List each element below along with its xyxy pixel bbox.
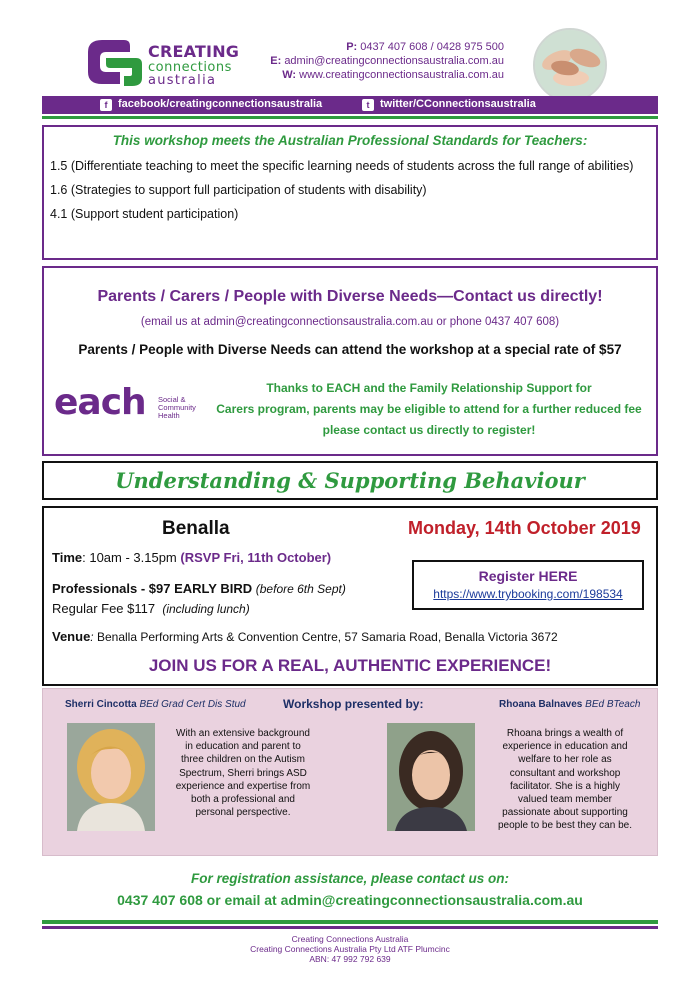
- logo-line-australia: australia: [148, 73, 217, 88]
- presenter-photo-rhoana: [387, 723, 475, 831]
- workshop-title-box: [42, 461, 658, 500]
- standard-item: 4.1 (Support student participation): [50, 207, 239, 221]
- register-link[interactable]: https://www.trybooking.com/198534: [433, 587, 623, 601]
- logo-text: [148, 44, 239, 87]
- twitter-link[interactable]: [362, 98, 536, 111]
- presenters-panel: [42, 688, 658, 856]
- regular-fee-note: (including lunch): [162, 602, 250, 616]
- web-label: W:: [282, 69, 297, 81]
- hands-photo-icon: [535, 30, 607, 102]
- header-divider: [42, 116, 658, 119]
- portrait-icon: [387, 723, 475, 831]
- each-thanks: [204, 378, 654, 441]
- presenter-name-text: Rhoana Balnaves: [499, 699, 583, 710]
- hands-photo: [533, 28, 607, 102]
- assistance-contact[interactable]: 0437 407 608 or email at admin@creatingconnectionsaustralia.com.au: [117, 892, 583, 908]
- footer-company: Creating Connections Australia: [291, 934, 409, 944]
- regular-fee-label: Regular Fee $117: [52, 601, 156, 616]
- presenter-bio: Rhoana brings a wealth of experience in education and welfare to her role as consultant and workshop facilitator. She is a highly valued team member passionate about supporting people to be best they can be.: [498, 728, 632, 832]
- website-link[interactable]: www.creatingconnectionsaustralia.com.au: [299, 69, 504, 81]
- footer: [0, 934, 700, 964]
- each-logo-subtitle: [158, 396, 196, 420]
- venue-address: Benalla Performing Arts & Convention Centre, 57 Samaria Road, Benalla Victoria 3672: [96, 630, 558, 644]
- parents-heading: Parents / Carers / People with Diverse Needs—Contact us directly!: [97, 288, 603, 305]
- professional-fee-label: Professionals - $97 EARLY BIRD: [52, 581, 253, 596]
- event-venue: Venue: Benalla Performing Arts & Convention Centre, 57 Samaria Road, Benalla Victoria 3672: [52, 629, 558, 644]
- presenter-quals: BEd Grad Cert Dis Stud: [139, 699, 246, 710]
- event-time: [52, 550, 331, 565]
- event-city: Benalla: [162, 518, 230, 539]
- email-label: E:: [270, 55, 282, 67]
- each-logo: [54, 382, 214, 430]
- footer-abn: ABN: 47 992 792 639: [309, 954, 391, 964]
- contact-details: [254, 40, 504, 82]
- phone-label: P:: [346, 41, 358, 53]
- presenter-photo-sherri: [67, 723, 155, 831]
- join-tagline: JOIN US FOR A REAL, AUTHENTIC EXPERIENCE!: [148, 656, 552, 675]
- standard-item: 1.5 (Differentiate teaching to meet the specific learning needs of students across the full range of abilities): [50, 159, 634, 173]
- early-bird-note: (before 6th Sept): [255, 582, 346, 596]
- standards-box: [42, 125, 658, 260]
- register-label: Register HERE: [478, 568, 578, 584]
- facebook-link[interactable]: [100, 98, 322, 111]
- each-sub-line: Health: [158, 411, 180, 420]
- parents-contact-note: (email us at admin@creatingconnectionsaustralia.com.au or phone 0437 407 608): [140, 316, 560, 328]
- footer-legal: Creating Connections Australia Pty Ltd ATF Plumcinc: [250, 944, 450, 954]
- email-link[interactable]: admin@creatingconnectionsaustralia.com.au: [284, 55, 504, 67]
- assistance-heading: For registration assistance, please contact us on:: [190, 871, 510, 886]
- footer-divider-green: [42, 920, 658, 924]
- company-logo[interactable]: [80, 34, 240, 90]
- thanks-line: Carers program, parents may be eligible to attend for a further reduced fee: [216, 402, 642, 416]
- thanks-line: please contact us directly to register!: [322, 423, 536, 437]
- phone-numbers[interactable]: 0437 407 608 / 0428 975 500: [360, 41, 504, 53]
- twitter-text: twitter/CConnectionsaustralia: [380, 98, 536, 110]
- footer-divider-purple: [42, 926, 658, 929]
- logo-line-connections: connections: [148, 60, 232, 75]
- each-sub-line: Community: [158, 403, 196, 412]
- logo-mark-icon: [80, 34, 144, 90]
- workshop-title: Understanding & Supporting Behaviour: [115, 468, 585, 493]
- professional-fee: [52, 581, 346, 596]
- event-details: [42, 506, 658, 686]
- presenter-name-text: Sherri Cincotta: [65, 699, 137, 710]
- time-value: : 10am - 3.15pm: [82, 550, 181, 565]
- each-logo-word: each: [54, 382, 146, 423]
- presented-by-label: Workshop presented by:: [283, 697, 424, 711]
- portrait-icon: [67, 723, 155, 831]
- presenter-name: [65, 699, 246, 710]
- social-bar: [42, 96, 658, 114]
- standard-item: 1.6 (Strategies to support full participation of students with disability): [50, 183, 427, 197]
- register-box[interactable]: [412, 560, 644, 610]
- presenter-name: [499, 699, 640, 710]
- rsvp-note: (RSVP Fri, 11th October): [180, 550, 332, 565]
- facebook-text: facebook/creatingconnectionsaustralia: [118, 98, 323, 110]
- special-rate: Parents / People with Diverse Needs can attend the workshop at a special rate of $57: [78, 342, 622, 357]
- standards-heading: This workshop meets the Australian Professional Standards for Teachers:: [112, 133, 588, 148]
- regular-fee: [52, 601, 250, 616]
- each-sub-line: Social &: [158, 395, 186, 404]
- facebook-icon: f: [100, 99, 112, 111]
- presenter-quals: BEd BTeach: [585, 699, 641, 710]
- event-date: Monday, 14th October 2019: [408, 518, 641, 538]
- thanks-line: Thanks to EACH and the Family Relationship Support for: [266, 381, 592, 395]
- twitter-icon: t: [362, 99, 374, 111]
- logo-line-creating: CREATING: [148, 42, 240, 61]
- venue-label: Venue: [52, 629, 91, 644]
- time-label: Time: [52, 550, 83, 565]
- header: [0, 0, 700, 118]
- presenter-bio: With an extensive background in education and parent to three children on the Autism Spectrum, Sherri brings ASD experience and expertise from both a professional and personal perspective.: [175, 728, 311, 819]
- parents-box: [42, 266, 658, 456]
